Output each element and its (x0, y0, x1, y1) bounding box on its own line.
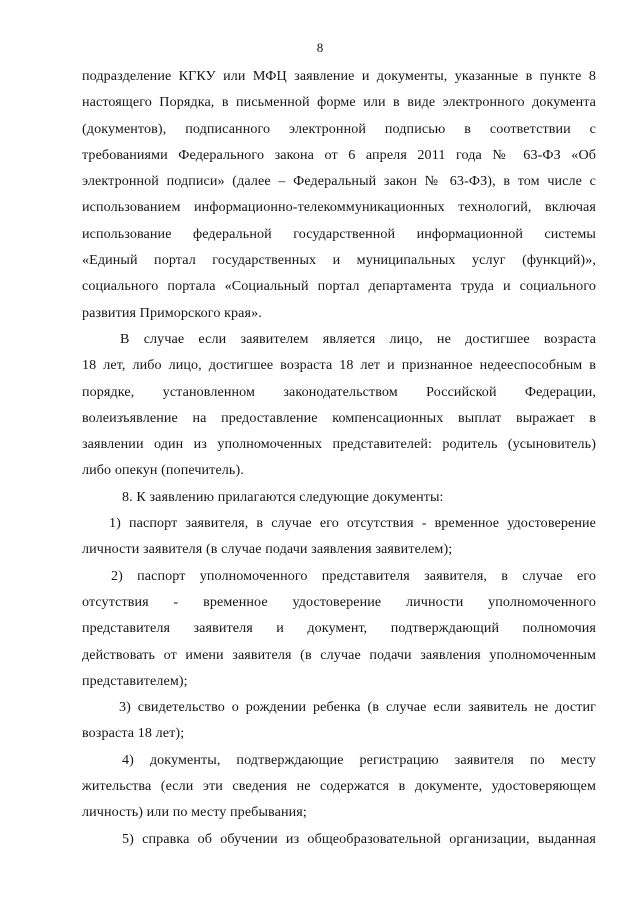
text-line: В случае если заявителем является лицо, не достигшее возраста (120, 330, 596, 347)
text-line: электронной подписи» (далее – Федеральный закон № 63-ФЗ), в том числе с (82, 173, 596, 190)
text-line: использование федеральной государственной информационной системы (82, 225, 596, 242)
text-line: 18 лет, либо лицо, достигшее возраста 18 лет и признанное недееспособным в (82, 357, 596, 374)
text-line: 5) справка об обучении из общеобразовательной организации, выданная (122, 830, 596, 847)
text-line: действовать от имени заявителя (в случае подачи заявления уполномоченным (82, 646, 596, 663)
text-line: либо опекун (попечитель). (82, 462, 244, 479)
text-line: (документов), подписанного электронной подписью в соответствии с (82, 120, 596, 137)
text-line: требованиями Федерального закона от 6 апреля 2011 года № 63-ФЗ «Об (82, 146, 596, 163)
document-body (82, 63, 596, 852)
text-line: личность) или по месту пребывания; (82, 804, 307, 821)
text-line: 2) паспорт уполномоченного представителя заявителя, в случае его (111, 567, 596, 584)
text-line: личности заявителя (в случае подачи заявления заявителем); (82, 541, 453, 558)
text-line: жительства (если эти сведения не содержатся в документе, удостоверяющем (82, 778, 596, 795)
text-line: волеизъявление на предоставление компенсационных выплат выражает в (82, 409, 596, 426)
text-line: подразделение КГКУ или МФЦ заявление и документы, указанные в пункте 8 (82, 68, 596, 84)
text-line: представителя заявителя и документ, подтверждающий полномочия (82, 620, 596, 637)
text-line: настоящего Порядка, в письменной форме или в виде электронного документа (82, 94, 596, 111)
text-line: развития Приморского края». (82, 304, 262, 321)
text-line: 8. К заявлению прилагаются следующие документы: (122, 488, 444, 505)
text-line: отсутствия - временное удостоверение личности уполномоченного (82, 593, 596, 610)
page-number: 8 (316, 40, 324, 55)
text-line: «Единый портал государственных и муниципальных услуг (функций)», (82, 252, 596, 269)
text-line: 4) документы, подтверждающие регистрацию заявителя по месту (122, 751, 596, 768)
text-line: возраста 18 лет); (82, 725, 185, 742)
text-line: представителем); (82, 672, 188, 689)
text-line: 3) свидетельство о рождении ребенка (в случае если заявитель не достиг (119, 699, 596, 716)
text-line: 1) паспорт заявителя, в случае его отсутствия - временное удостоверение (109, 515, 596, 532)
text-line: использованием информационно-телекоммуникационных технологий, включая (82, 199, 596, 216)
text-line: заявлении один из уполномоченных представителей: родитель (усыновитель) (82, 436, 596, 453)
text-line: порядке, установленном законодательством Российской Федерации, (82, 383, 596, 400)
text-line: социального портала «Социальный портал департамента труда и социального (82, 278, 596, 295)
